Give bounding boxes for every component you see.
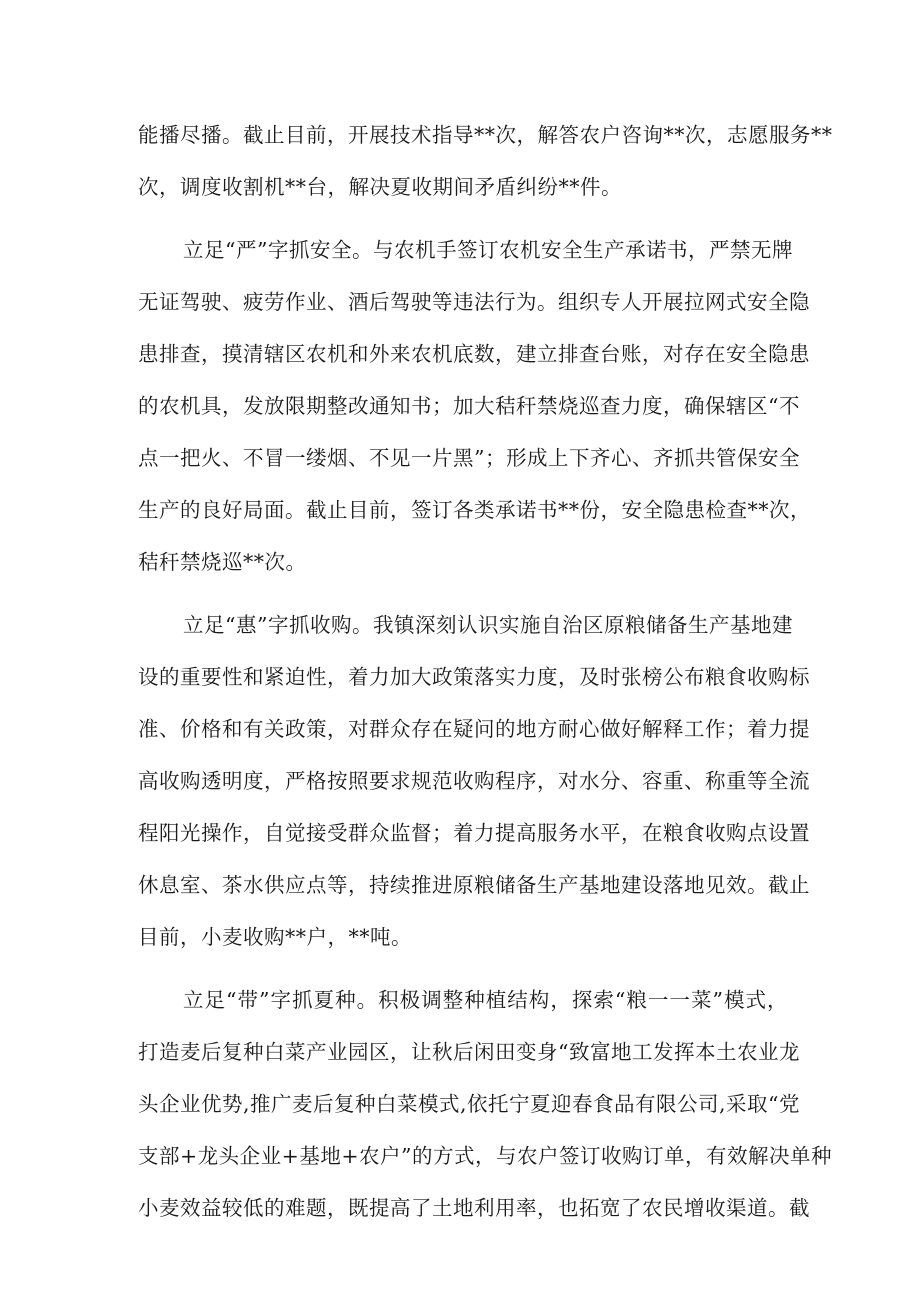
text-line: 程阳光操作，自觉接受群众监督；着力提高服务水平，在粮食收购点设置 (138, 821, 810, 845)
text-line: 患排查，摸清辖区农机和外来农机底数，建立排查台账，对存在安全隐患 (138, 342, 810, 366)
text-line: 能播尽播。截止目前，开展技术指导**次，解答农户咨询**次，志愿服务** (138, 123, 833, 147)
text-line: 休息室、茶水供应点等，持续推进原粮储备生产基地建设落地见效。截止 (138, 873, 810, 897)
text-line: 设的重要性和紧迫性，着力加大政策落实力度，及时张榜公布粮食收购标 (138, 665, 810, 689)
text-line: 秸秆禁烧巡**次。 (138, 550, 307, 574)
text-line: 目前，小麦收购**户，**吨。 (138, 925, 412, 949)
text-line: 高收购透明度，严格按照要求规范收购程序，对水分、容重、称重等全流 (138, 769, 810, 793)
paragraph-first-line: 立足“严”字抓安全。与农机手签订农机安全生产承诺书，严禁无牌 (183, 238, 793, 262)
text-line: 的农机具，发放限期整改通知书；加大秸秆禁烧巡查力度，确保辖区“不 (138, 394, 800, 418)
text-line: 准、价格和有关政策，对群众存在疑问的地方耐心做好解释工作；着力提 (138, 717, 810, 741)
text-line: 无证驾驶、疲劳作业、酒后驾驶等违法行为。组织专人开展拉网式安全隐 (138, 290, 810, 314)
text-line: 打造麦后复种白菜产业园区，让秋后闲田变身“致富地工发挥本土农业龙 (138, 1040, 800, 1064)
text-line: 头企业优势,推广麦后复种白菜模式,依托宁夏迎春食品有限公司,采取“党 (138, 1092, 801, 1116)
text-line: 点一把火、不冒一缕烟、不见一片黑”；形成上下齐心、齐抓共管保安全 (138, 446, 800, 470)
text-line: 生产的良好局面。截止目前，签订各类承诺书**份，安全隐患检查**次， (138, 498, 811, 522)
text-line: 小麦效益较低的难题，既提高了土地利用率，也拓宽了农民增收渠道。截 (138, 1196, 810, 1220)
paragraph-first-line: 立足“带”字抓夏种。积极调整种植结构，探索“粮一一菜”模式， (183, 988, 788, 1012)
text-line: 支部+龙头企业+基地+农户”的方式，与农户签订收购订单，有效解决单种 (138, 1144, 833, 1168)
text-line: 次，调度收割机**台，解决夏收期间矛盾纠纷**件。 (138, 175, 622, 199)
paragraph-first-line: 立足“惠”字抓收购。我镇深刻认识实施自治区原粮储备生产基地建 (183, 613, 793, 637)
